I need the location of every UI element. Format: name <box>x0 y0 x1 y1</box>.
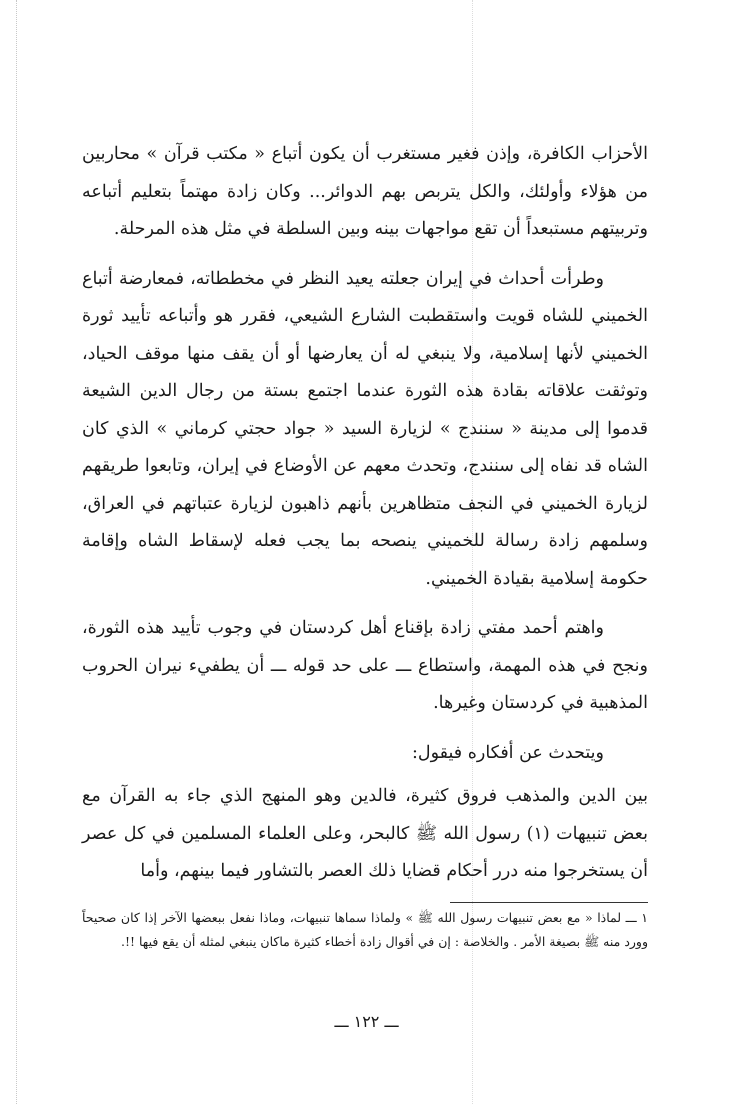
paragraph-1: الأحزاب الكافرة، وإذن فغير مستغرب أن يكون أتباع « مكتب قرآن » محاربين من هؤلاء وأولئك، والكل يتربص بهم الدوائر... وكان زادة مهتماً بتعليم أتباعه وتربيتهم مستبعداً أن تقع مواجهات بينه وبين السلطة في مثل هذه المرحلة. <box>82 144 648 239</box>
page-number: ـــ ١٢٢ ـــ <box>334 1012 399 1031</box>
paragraph-3: واهتم أحمد مفتي زادة بإقناع أهل كردستان في وجوب تأييد هذه الثورة، ونجح في هذه المهمة، واستطاع ـــ على حد قوله ـــ أن يطفيء نيران الحروب المذهبية في كردستان وغيرها. <box>82 618 648 713</box>
body-text <box>82 136 648 903</box>
footnote-text: ١ ـــ لماذا « مع بعض تنبيهات رسول الله ﷺ » ولماذا سماها تنبيهات، وماذا نفعل ببعضها الآخر إذا كان صحيحاً وورد منه ﷺ بصيغة الأمر . والخلاصة : إن في أقوال زادة أخطاء كثيرة ماكان ينبغي لمثله أن يقع فيها !!. <box>82 910 648 949</box>
scan-edge-left <box>16 0 17 1104</box>
footnote <box>82 906 648 954</box>
paragraph-2: وطرأت أحداث في إيران جعلته يعيد النظر في مخططاته، فمعارضة أتباع الخميني للشاه قويت واستقطبت الشارع الشيعي، فقرر هو وأتباعه تأييد ثورة الخميني لأنها إسلامية، ولا ينبغي له أن يعارضها أو أن يقف منها موقف الحياد، وتوثقت علاقاته بقادة هذه الثورة عندما اجتمع بستة من رجال الدين الشيعة قدموا إلى مدينة « سنندج » لزيارة السيد « جواد حجتي كرماني » الذي كان الشاه قد نفاه إلى سنندج، وتحدث معهم عن الأوضاع في إيران، وتابعوا طريقهم لزيارة الخميني في النجف متظاهرين بأنهم ذاهبون لزيارة عتباتهم في العراق، وسلمهم زادة رسالة للخميني ينصحه بما يجب فعله لإسقاط الشاه وإقامة حكومة إسلامية بقيادة الخميني. <box>82 268 648 589</box>
paragraph-5: بين الدين والمذهب فروق كثيرة، فالدين وهو المنهج الذي جاء به القرآن مع بعض تنبيهات (١) رسول الله ﷺ كالبحر، وعلى العلماء المسلمين في كل عصر أن يستخرجوا منه درر أحكام قضايا ذلك العصر بالتشاور فيما بينهم، وأما <box>82 786 648 881</box>
paragraph-4: ويتحدث عن أفكاره فيقول: <box>411 742 604 763</box>
footnote-divider <box>450 902 648 903</box>
